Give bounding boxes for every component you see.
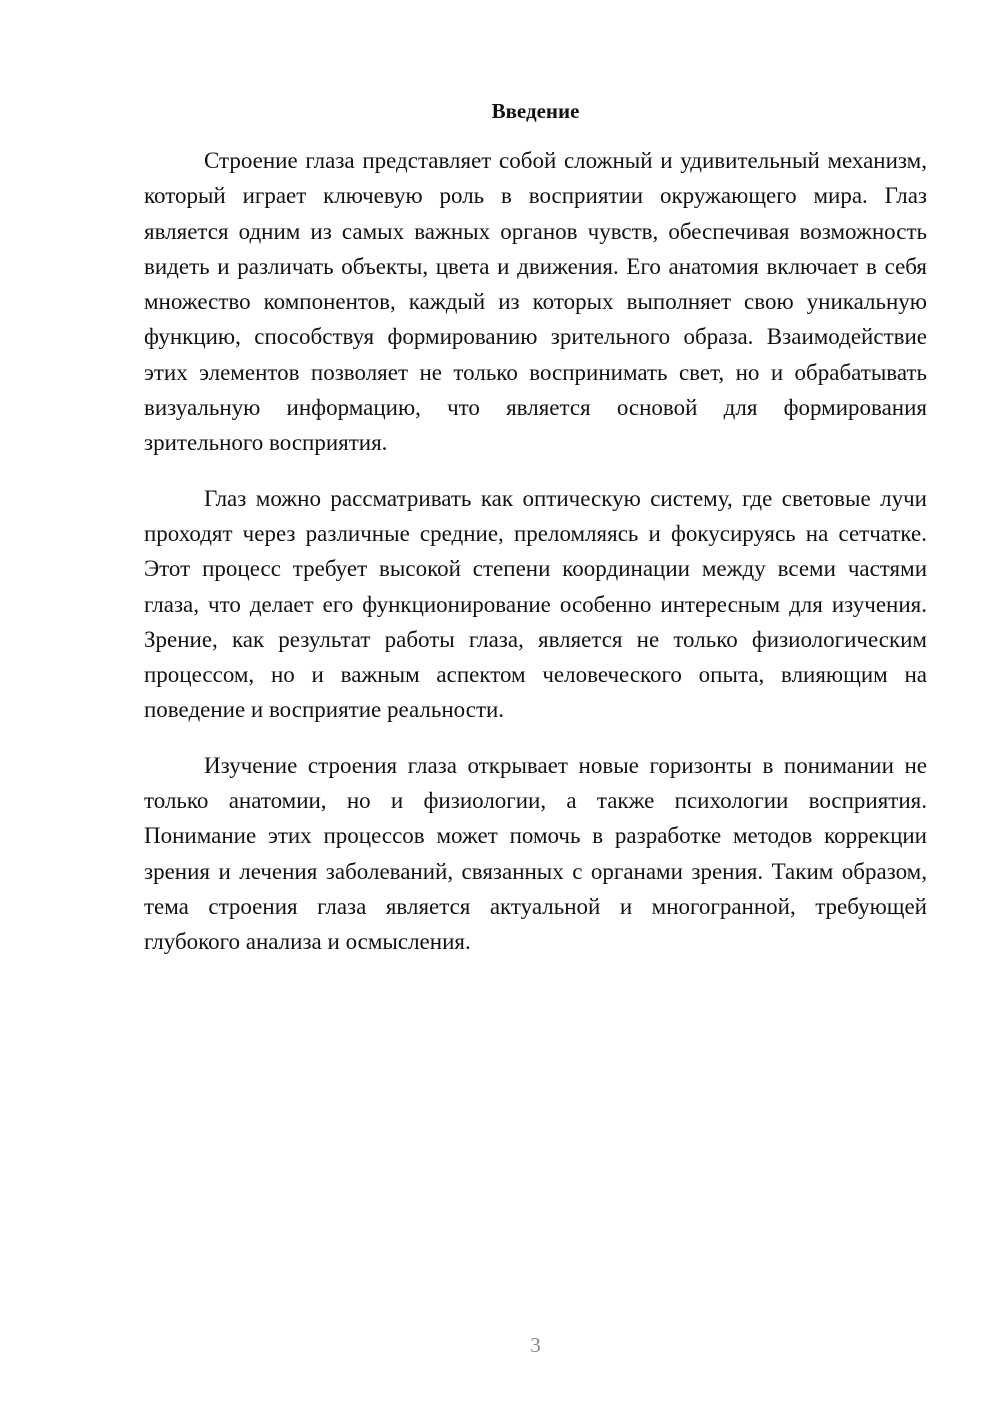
page-number: 3 — [530, 1333, 541, 1357]
paragraph-1: Строение глаза представляет собой сложный и удивительный механизм, который играет ключевую роль в восприятии окружающего мира. Глаз является одним из самых важных органов чувств, обеспечивая возможность видеть и различать объекты, цвета и движения. Его анатомия включает в себя множество компонентов, каждый из которых выполняет свою уникальную функцию, способствуя формированию зрительного образа. Взаимодействие этих элементов позволяет не только воспринимать свет, но и обрабатывать визуальную информацию, что является основой для формирования зрительного восприятия. — [144, 148, 927, 456]
page-content — [144, 96, 927, 980]
paragraph-3: Изучение строения глаза открывает новые горизонты в понимании не только анатомии, но и физиологии, а также психологии восприятия. Понимание этих процессов может помочь в разработке методов коррекции зрения и лечения заболеваний, связанных с органами зрения. Таким образом, тема строения глаза является актуальной и многогранной, требующей глубокого анализа и осмысления. — [144, 752, 927, 955]
paragraph-2: Глаз можно рассматривать как оптическую систему, где световые лучи проходят через различные средние, преломляясь и фокусируясь на сетчатке. Этот процесс требует высокой степени координации между всеми частями глаза, что делает его функционирование особенно интересным для изучения. Зрение, как результат работы глаза, является не только физиологическим процессом, но и важным аспектом человеческого опыта, влияющим на поведение и восприятие реальности. — [144, 485, 927, 723]
section-heading: Введение — [491, 99, 580, 123]
